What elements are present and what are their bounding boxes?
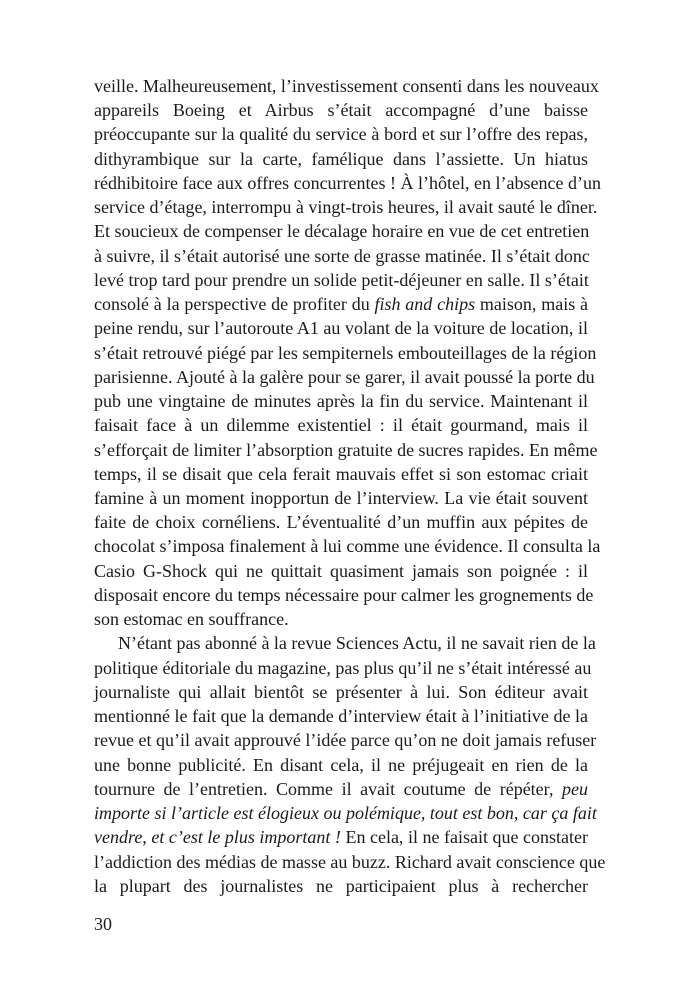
text-segment: veille. Malheureusement, l’investissement consenti dans les nouveaux <box>94 76 599 96</box>
text-line <box>94 850 606 874</box>
text-segment: appareils Boeing et Airbus s’était accompagné d’une baisse <box>94 100 588 121</box>
text-segment: maison, mais à <box>475 294 588 315</box>
text-line <box>94 171 601 195</box>
text-segment: temps, il se disait que cela ferait mauvais effet si son estomac criait <box>94 463 588 484</box>
page-number: 30 <box>94 914 112 934</box>
text-segment: peine rendu, sur l’autoroute A1 au volant de la voiture de location, il <box>94 318 588 339</box>
text-line <box>94 874 588 898</box>
text-segment: Casio G-Shock qui ne quittait quasiment jamais son poignée : il <box>94 560 588 581</box>
text-line <box>94 559 588 583</box>
text-line <box>94 825 588 849</box>
italic-text: importe si l’article est élogieux ou polémique, tout est bon, car ça fait <box>94 803 597 824</box>
text-segment: dithyrambique sur la carte, famélique dans l’assiette. Un hiatus <box>94 148 588 169</box>
text-line <box>94 244 588 268</box>
text-segment: parisienne. Ajouté à la galère pour se garer, il avait poussé la porte du <box>94 366 595 387</box>
text-line <box>94 704 588 728</box>
text-segment: disposait encore du temps nécessaire pour calmer les grognements de <box>94 584 594 605</box>
text-segment: tournure de l’entretien. Comme il avait coutume de répéter, <box>94 778 562 799</box>
italic-text: fish and chips <box>374 294 476 315</box>
text-segment: consolé à la perspective de profiter du <box>94 294 375 315</box>
text-line <box>94 534 601 558</box>
text-segment: préoccupante sur la qualité du service à bord et sur l’offre des repas, <box>94 124 588 145</box>
text-segment: N’étant pas abonné à la revue Sciences Actu, il ne savait rien de la <box>118 633 596 654</box>
text-segment: l’addiction des médias de masse au buzz. Richard avait conscience que <box>94 851 606 872</box>
text-line <box>94 389 588 413</box>
text-line <box>94 801 597 825</box>
text-segment: son estomac en souffrance. <box>94 609 289 630</box>
text-segment: levé trop tard pour prendre un solide petit-déjeuner en salle. Il s’était <box>94 269 589 290</box>
text-segment: s’était retrouvé piégé par les sempiternels embouteillages de la région <box>94 342 597 363</box>
italic-text: peu <box>562 778 588 799</box>
text-line <box>94 486 588 510</box>
text-line <box>94 341 597 365</box>
text-segment: faite de choix cornéliens. L’éventualité d’un muffin aux pépites de <box>94 512 588 533</box>
text-segment: la plupart des journalistes ne participaient plus à rechercher <box>94 875 588 896</box>
text-line <box>94 74 599 98</box>
text-segment: politique éditoriale du magazine, pas plus qu’il ne s’était intéressé au <box>94 657 592 678</box>
text-line <box>94 631 596 655</box>
text-line <box>94 98 588 122</box>
text-line <box>94 462 588 486</box>
text-line <box>94 607 588 631</box>
text-segment: faisait face à un dilemme existentiel : il était gourmand, mais il <box>94 415 588 436</box>
text-line <box>94 656 592 680</box>
text-segment: mentionné le fait que la demande d’interview était à l’initiative de la <box>94 706 588 727</box>
text-segment: journaliste qui allait bientôt se présenter à lui. Son éditeur avait <box>94 681 588 702</box>
text-segment: une bonne publicité. En disant cela, il ne préjugeait en rien de la <box>94 754 588 775</box>
text-segment: pub une vingtaine de minutes après la fin du service. Maintenant il <box>94 391 588 412</box>
text-line <box>94 413 588 437</box>
text-line <box>94 728 597 752</box>
text-segment: service d’étage, interrompu à vingt-trois heures, il avait sauté le dîner. <box>94 197 598 218</box>
text-line <box>94 219 588 243</box>
text-line <box>94 753 588 777</box>
text-segment: rédhibitoire face aux offres concurrentes ! À l’hôtel, en l’absence d’un <box>94 172 601 193</box>
text-line <box>94 316 588 340</box>
body-text <box>94 74 606 898</box>
text-segment: revue et qu’il avait approuvé l’idée parce qu’on ne doit jamais refuser <box>94 730 597 751</box>
text-line <box>94 195 598 219</box>
text-segment: Et soucieux de compenser le décalage horaire en vue de cet entretien <box>94 221 590 242</box>
text-line <box>94 510 588 534</box>
text-segment: s’efforçait de limiter l’absorption gratuite de sucres rapides. En même <box>94 439 598 460</box>
italic-text: vendre, et c’est le plus important ! <box>94 827 341 848</box>
text-segment: à suivre, il s’était autorisé une sorte de grasse matinée. Il s’était donc <box>94 245 590 266</box>
text-segment: En cela, il ne faisait que constater <box>340 827 588 848</box>
text-line <box>94 122 588 146</box>
text-line <box>94 292 588 316</box>
text-segment: famine à un moment inopportun de l’interview. La vie était souvent <box>94 487 588 508</box>
text-line <box>94 268 588 292</box>
text-line <box>94 680 588 704</box>
text-line <box>94 583 594 607</box>
text-line <box>94 365 595 389</box>
text-line <box>94 147 588 171</box>
text-segment: chocolat s’imposa finalement à lui comme une évidence. Il consulta la <box>94 536 601 557</box>
text-line <box>94 777 588 801</box>
text-line <box>94 438 598 462</box>
